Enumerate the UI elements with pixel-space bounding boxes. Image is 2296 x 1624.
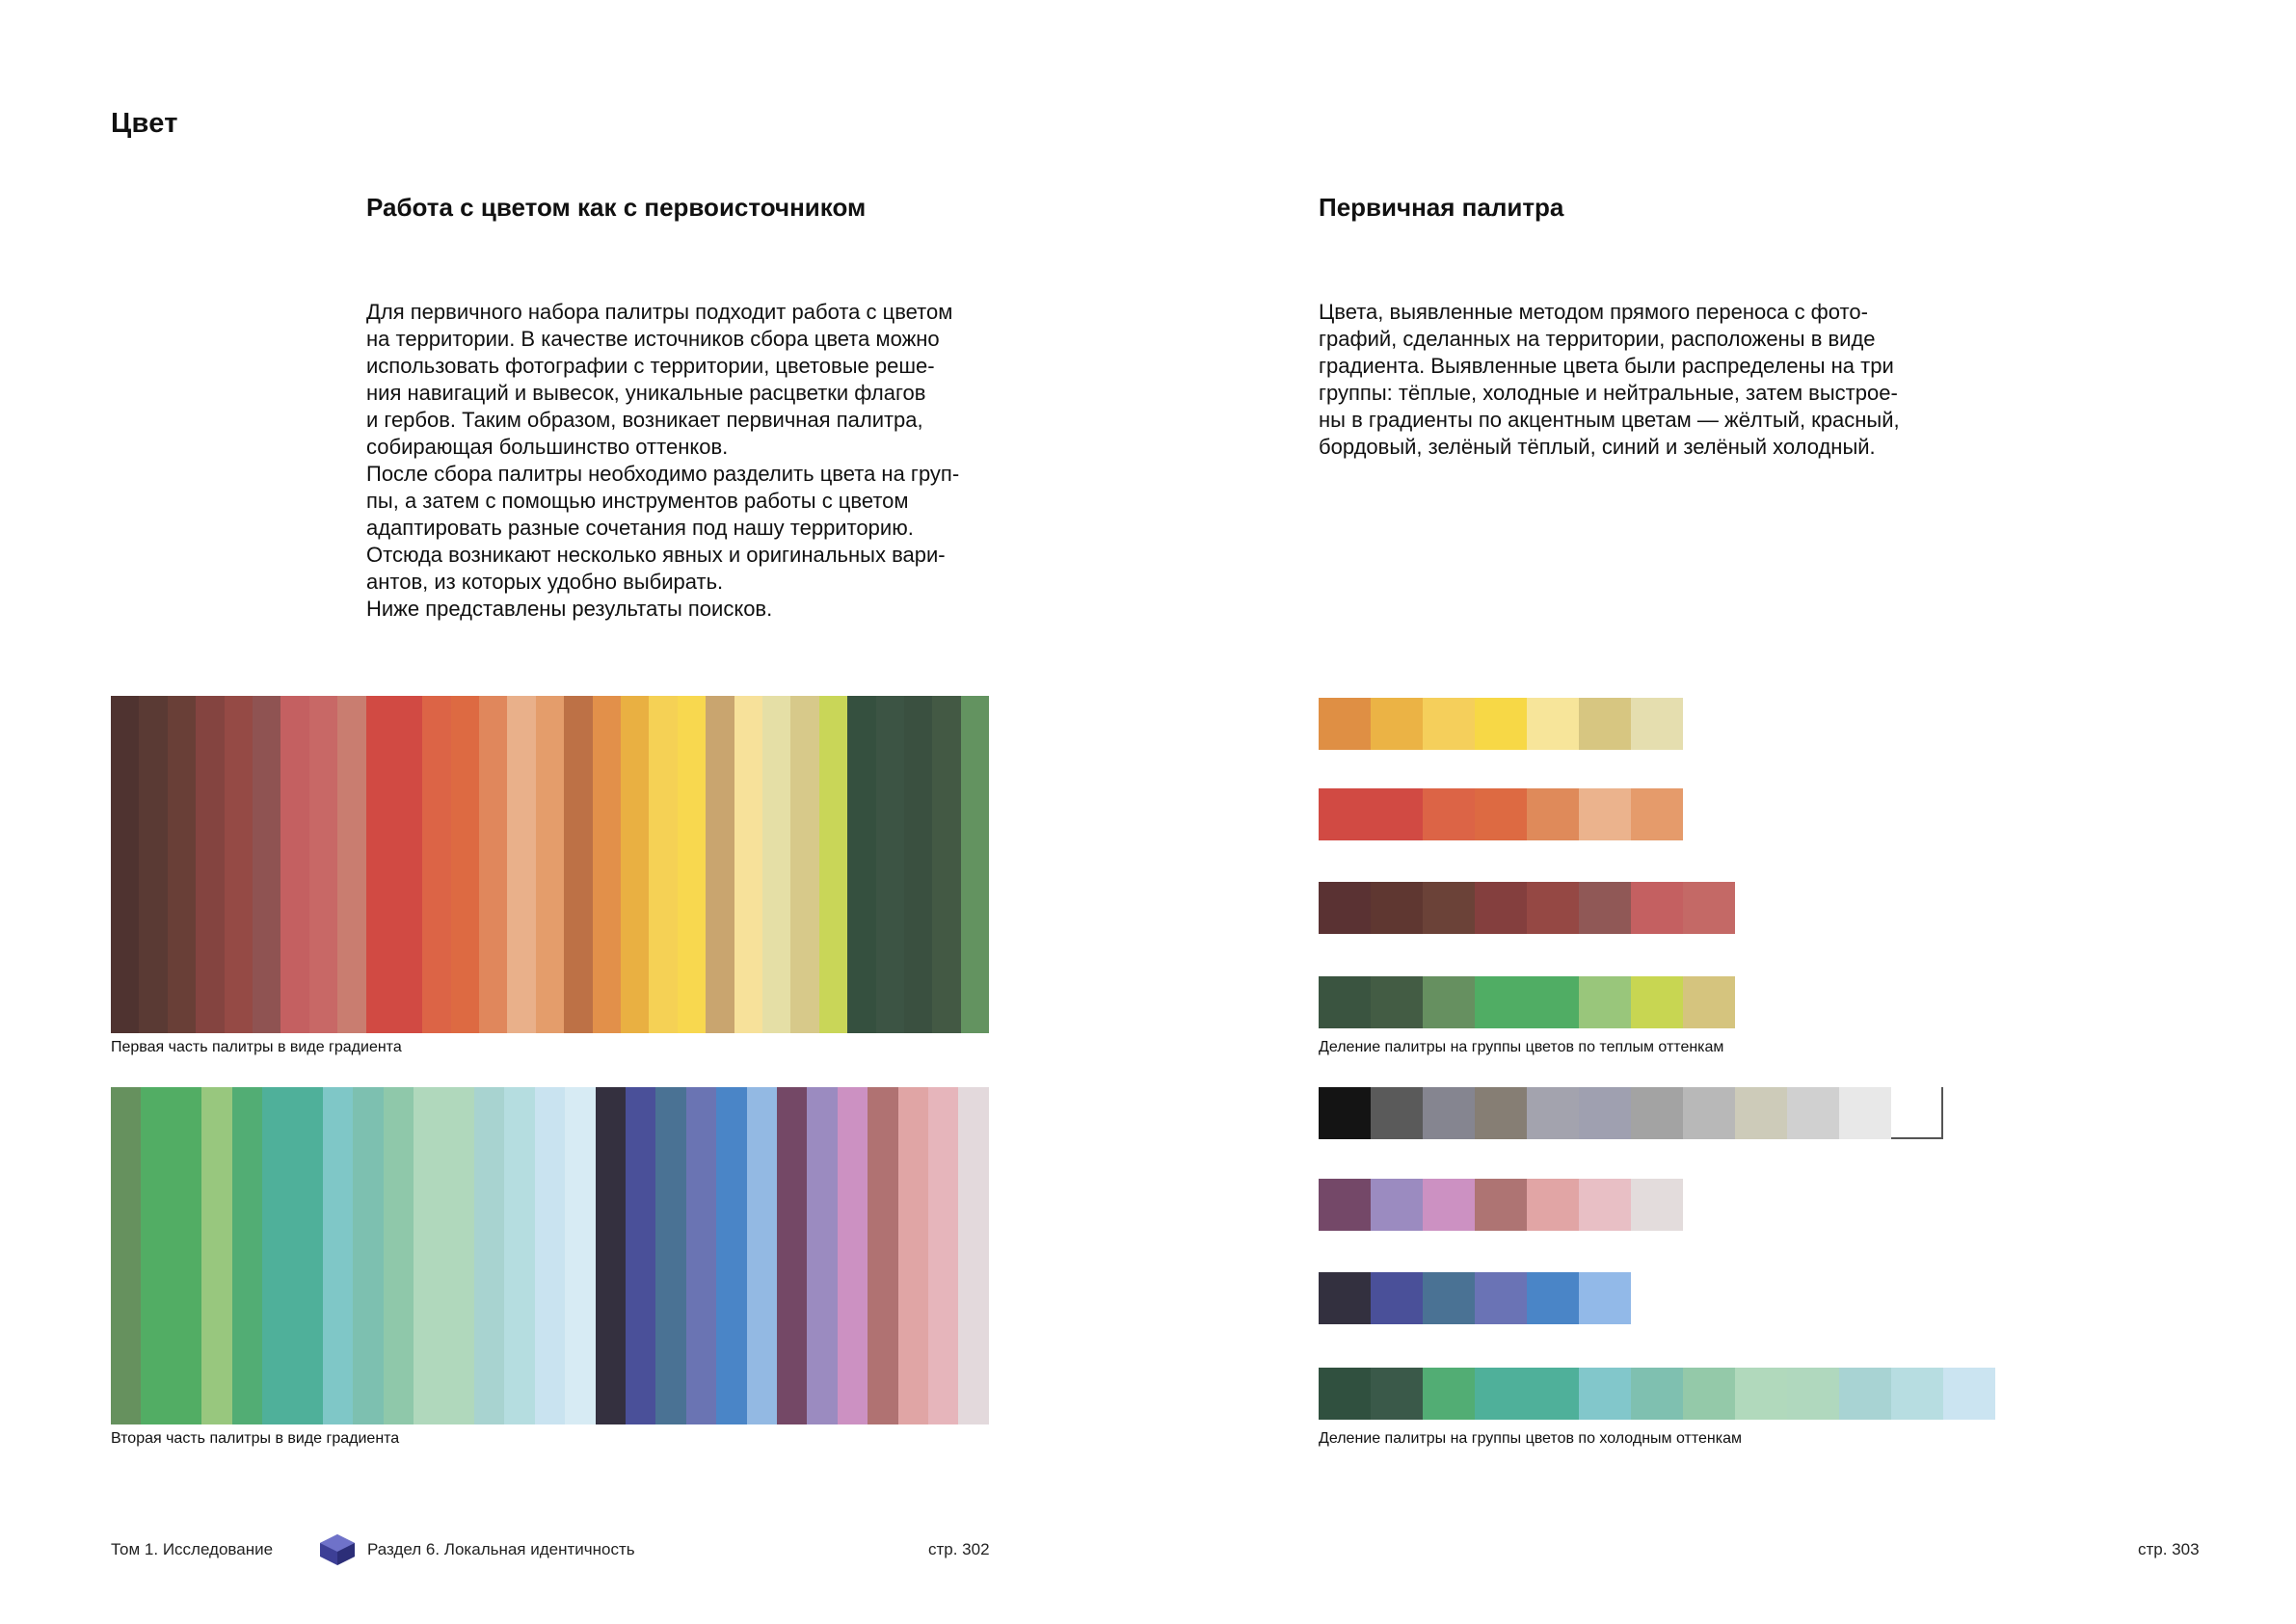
color-swatch [1527,1179,1579,1231]
gradient-stripe [507,696,535,1033]
gradient-stripe [565,1087,595,1424]
color-swatch [1371,882,1423,934]
gradient-second-caption: Вторая часть палитры в виде градиента [111,1430,400,1447]
gradient-stripe [292,1087,322,1424]
color-swatch [1371,698,1423,750]
gradient-stripe [747,1087,777,1424]
gradient-stripe [716,1087,746,1424]
swatch-row [1319,1272,1631,1324]
gradient-stripe [564,696,592,1033]
gradient-stripe [790,696,818,1033]
left-section-heading: Работа с цветом как с первоисточником [366,193,867,222]
gradient-stripe [323,1087,353,1424]
color-swatch [1475,698,1527,750]
gradient-stripe [649,696,677,1033]
color-swatch [1527,1087,1579,1139]
gradient-first-caption: Первая часть палитры в виде градиента [111,1039,402,1055]
gradient-stripe [596,1087,626,1424]
color-swatch [1423,1368,1475,1420]
color-swatch [1475,1368,1527,1420]
gradient-stripe [898,1087,928,1424]
gradient-stripe [678,696,706,1033]
gradient-stripe [225,696,253,1033]
gradient-stripe [928,1087,958,1424]
color-swatch [1631,1179,1683,1231]
gradient-stripe [168,696,196,1033]
color-swatch [1631,976,1683,1028]
page-title: Цвет [111,108,178,139]
gradient-stripe [232,1087,262,1424]
gradient-stripe [777,1087,807,1424]
right-body-text: Цвета, выявленные методом прямого переноса с фото- графий, сделанных на территории, расположены в виде градиента. Выявленные цвета были распределены на три группы: тёплые, холодные и нейтральные, затем выстрое- ны в градиенты по акцентным цветам — жёлтый, красный, бордовый, зелёный тёплый, синий и зелёный холодный. [1319,300,1900,459]
color-swatch [1527,976,1579,1028]
color-swatch [1787,1087,1839,1139]
left-body-text: Для первичного набора палитры подходит работа с цветом на территории. В качестве источников сбора цвета можно использовать фотографии с территории, цветовые реше- ния навигаций и вывесок, уникальные расцветки флагов и гербов. Таким образом, возникает первичная палитра, собирающая большинство оттенков. После сбора палитры необходимо разделить цвета на груп- пы, а затем с помощью инструментов работы с цветом адаптировать разные сочетания под нашу территорию. Отсюда возникают несколько явных и оригинальных вари- антов, из которых удобно выбирать. Ниже представлены результаты поисков. [366,300,960,621]
page-number-right: стр. 303 [2138,1540,2200,1558]
color-swatch [1319,788,1371,840]
gradient-stripe [904,696,932,1033]
color-swatch [1371,1368,1423,1420]
gradient-stripe [253,696,280,1033]
color-swatch [1683,1368,1735,1420]
color-swatch [1527,788,1579,840]
gradient-stripe [706,696,734,1033]
color-swatch [1371,976,1423,1028]
gradient-stripe [762,696,790,1033]
palette-gradient-first [111,696,989,1033]
gradient-stripe [309,696,337,1033]
color-swatch [1371,1179,1423,1231]
color-swatch [1475,1272,1527,1324]
warm-groups-caption: Деление палитры на группы цветов по теплым оттенкам [1319,1039,1724,1055]
gradient-stripe [451,696,479,1033]
color-swatch [1683,976,1735,1028]
color-swatch [1631,1368,1683,1420]
color-swatch [1475,788,1527,840]
page-number-left: стр. 302 [928,1540,990,1558]
color-swatch [1631,698,1683,750]
color-swatch [1423,882,1475,934]
gradient-stripe [474,1087,504,1424]
gradient-stripe [422,696,450,1033]
color-swatch [1579,1272,1631,1324]
color-swatch [1735,1368,1787,1420]
color-swatch [1683,1087,1735,1139]
color-swatch [1579,788,1631,840]
color-swatch [1527,882,1579,934]
color-swatch [1423,1272,1475,1324]
color-swatch [1579,882,1631,934]
color-swatch [1423,698,1475,750]
gradient-stripe [807,1087,837,1424]
gradient-stripe [479,696,507,1033]
color-swatch [1527,1368,1579,1420]
gradient-stripe [111,1087,141,1424]
color-swatch [1371,788,1423,840]
cold-groups-caption: Деление палитры на группы цветов по холодным оттенкам [1319,1430,1742,1447]
color-swatch [1683,882,1735,934]
color-swatch [1527,1272,1579,1324]
color-swatch [1319,882,1371,934]
gradient-stripe [819,696,847,1033]
gradient-stripe [353,1087,383,1424]
gradient-stripe [535,1087,565,1424]
gradient-stripe [262,1087,292,1424]
gradient-stripe [536,696,564,1033]
color-swatch [1371,1272,1423,1324]
palette-gradient-second [111,1087,989,1424]
color-swatch [1423,976,1475,1028]
color-swatch [1891,1368,1943,1420]
gradient-stripe [366,696,394,1033]
color-swatch [1423,1179,1475,1231]
gradient-stripe [593,696,621,1033]
gradient-stripe [626,1087,655,1424]
color-swatch [1319,1272,1371,1324]
gradient-stripe [504,1087,534,1424]
swatch-row [1319,698,1683,750]
gradient-stripe [414,1087,443,1424]
color-swatch [1423,1087,1475,1139]
gradient-stripe [961,696,989,1033]
gradient-stripe [196,696,224,1033]
color-swatch [1371,1087,1423,1139]
color-swatch [1839,1368,1891,1420]
color-swatch [1527,698,1579,750]
gradient-stripe [932,696,960,1033]
section-logo-icon [318,1532,357,1567]
color-swatch [1579,1179,1631,1231]
gradient-stripe [394,696,422,1033]
gradient-stripe [621,696,649,1033]
color-swatch [1319,1368,1371,1420]
gradient-stripe [443,1087,473,1424]
color-swatch [1631,1087,1683,1139]
gradient-stripe [201,1087,231,1424]
swatch-row [1319,976,1735,1028]
color-swatch [1579,698,1631,750]
color-swatch [1319,1179,1371,1231]
gradient-stripe [139,696,167,1033]
gradient-stripe [876,696,904,1033]
footer-volume: Том 1. Исследование [111,1540,274,1558]
color-swatch [1319,976,1371,1028]
color-swatch [1631,882,1683,934]
color-swatch [1579,1368,1631,1420]
color-swatch [1423,788,1475,840]
color-swatch [1579,976,1631,1028]
gradient-stripe [337,696,365,1033]
gradient-stripe [141,1087,171,1424]
gradient-stripe [958,1087,988,1424]
color-swatch [1891,1087,1943,1139]
color-swatch [1631,788,1683,840]
swatch-row [1319,1179,1683,1231]
swatch-row [1319,788,1683,840]
swatch-row [1319,882,1735,934]
gradient-stripe [838,1087,868,1424]
gradient-stripe [280,696,308,1033]
color-swatch [1943,1368,1995,1420]
gradient-stripe [686,1087,716,1424]
footer-section: Раздел 6. Локальная идентичность [367,1540,635,1558]
gradient-stripe [655,1087,685,1424]
color-swatch [1475,1087,1527,1139]
gradient-stripe [172,1087,201,1424]
color-swatch [1475,1179,1527,1231]
gradient-stripe [384,1087,414,1424]
gradient-stripe [111,696,139,1033]
color-swatch [1475,882,1527,934]
swatch-row [1319,1368,1995,1420]
color-swatch [1319,1087,1371,1139]
right-section-heading: Первичная палитра [1319,193,1564,222]
color-swatch [1839,1087,1891,1139]
color-swatch [1735,1087,1787,1139]
color-swatch [1787,1368,1839,1420]
color-swatch [1579,1087,1631,1139]
color-swatch [1319,698,1371,750]
gradient-stripe [847,696,875,1033]
gradient-stripe [734,696,762,1033]
swatch-row [1319,1087,1943,1139]
color-swatch [1475,976,1527,1028]
gradient-stripe [868,1087,897,1424]
